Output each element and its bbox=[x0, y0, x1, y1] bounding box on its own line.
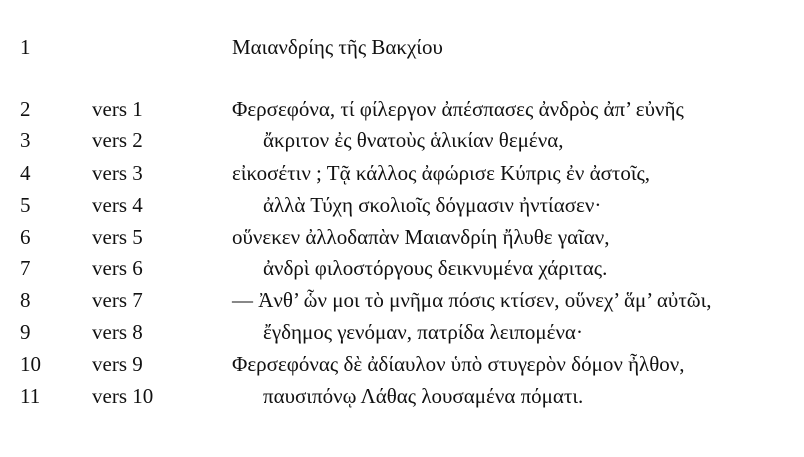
line-9 bbox=[0, 317, 804, 347]
line-11 bbox=[0, 381, 804, 411]
line-2 bbox=[0, 94, 804, 124]
line-number: 3 bbox=[20, 128, 31, 152]
verse-label: vers 10 bbox=[92, 384, 154, 408]
line-number: 9 bbox=[20, 320, 31, 344]
line-1 bbox=[0, 32, 804, 62]
line-number: 1 bbox=[20, 35, 31, 59]
verse-text: Φερσεφόνα, τί φίλεργον ἀπέσπασες ἀνδρὸς ἀπ’ εὐνῆς bbox=[232, 97, 684, 121]
line-10 bbox=[0, 349, 804, 379]
line-4 bbox=[0, 158, 804, 188]
verse-label: vers 5 bbox=[92, 225, 143, 249]
line-7 bbox=[0, 253, 804, 283]
line-number: 7 bbox=[20, 256, 31, 280]
verse-label: vers 3 bbox=[92, 161, 143, 185]
verse-text: παυσιπόνῳ Λάθας λουσαμένα πόματι. bbox=[263, 384, 584, 408]
line-number: 10 bbox=[20, 352, 41, 376]
verse-label: vers 4 bbox=[92, 193, 143, 217]
verse-label: vers 7 bbox=[92, 288, 143, 312]
line-6 bbox=[0, 222, 804, 252]
line-number: 2 bbox=[20, 97, 31, 121]
verse-label: vers 8 bbox=[92, 320, 143, 344]
verse-label: vers 6 bbox=[92, 256, 143, 280]
line-3 bbox=[0, 125, 804, 155]
line-number: 5 bbox=[20, 193, 31, 217]
verse-label: vers 1 bbox=[92, 97, 143, 121]
line-title: Μαιανδρίης τῆς Βακχίου bbox=[232, 35, 443, 59]
line-number: 8 bbox=[20, 288, 31, 312]
verse-label: vers 2 bbox=[92, 128, 143, 152]
line-number: 6 bbox=[20, 225, 31, 249]
verse-text: οὕνεκεν ἀλλοδαπὰν Μαιανδρίη ἤλυθε γαῖαν, bbox=[232, 225, 610, 249]
verse-label: vers 9 bbox=[92, 352, 143, 376]
line-number: 11 bbox=[20, 384, 41, 408]
line-5 bbox=[0, 190, 804, 220]
line-number: 4 bbox=[20, 161, 31, 185]
verse-text: Φερσεφόνας δὲ ἀδίαυλον ὑπὸ στυγερὸν δόμον ἦλθον, bbox=[232, 352, 685, 376]
verse-text: ἀνδρὶ φιλοστόργους δεικνυμένα χάριτας. bbox=[263, 256, 608, 280]
verse-text: ἄκριτον ἐς θνατοὺς ἁλικίαν θεμένα, bbox=[263, 128, 564, 152]
verse-text: ἀλλὰ Τύχη σκολιοῖς δόγμασιν ἠντίασεν· bbox=[263, 193, 602, 217]
line-8 bbox=[0, 285, 804, 315]
verse-text: εἰκοσέτιν ; Τᾷ κάλλος ἀφώρισε Κύπρις ἐν ἀστοῖς, bbox=[232, 161, 651, 185]
verse-text: ἔγδημος γενόμαν, πατρίδα λειπομένα· bbox=[263, 320, 583, 344]
verse-text: — Ἀνθ’ ὧν μοι τὸ μνῆμα πόσις κτίσεν, οὕνεχ’ ἅμ’ αὐτῶι, bbox=[232, 288, 712, 312]
